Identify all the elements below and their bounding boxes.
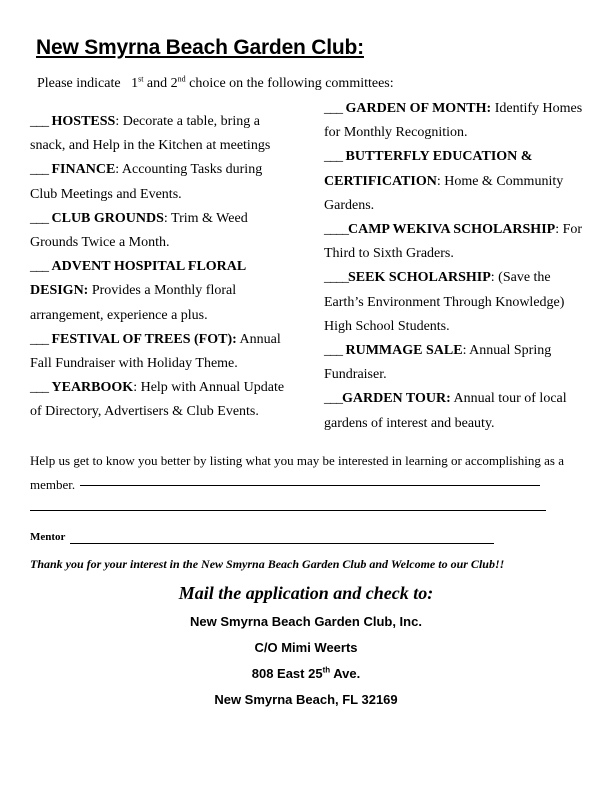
choice-blank[interactable]: ___ bbox=[324, 149, 342, 165]
committee-item-advent-floral[interactable] bbox=[30, 255, 292, 328]
intro-instructions bbox=[37, 76, 394, 92]
committee-desc: Annual tour of local gardens of interest and beauty. bbox=[324, 391, 567, 431]
intro-second-sup: nd bbox=[177, 74, 186, 84]
committee-item-club-grounds[interactable] bbox=[30, 207, 292, 255]
choice-blank[interactable]: ___ bbox=[324, 101, 342, 116]
committee-name: CLUB GROUNDS bbox=[51, 210, 164, 226]
choice-blank[interactable]: ___ bbox=[30, 380, 48, 396]
interests-field-line-2[interactable] bbox=[30, 510, 546, 511]
thank-you-message: Thank you for your interest in the New Smyrna Beach Garden Club and Welcome to our Club!! bbox=[30, 557, 505, 571]
committee-desc: : Annual Spring Fundraiser. bbox=[324, 343, 552, 383]
choice-blank[interactable]: ___ bbox=[324, 391, 342, 407]
committee-name: FESTIVAL OF TREES (FOT): bbox=[51, 331, 237, 347]
mentor-label: Mentor bbox=[30, 531, 66, 543]
form-title: New Smyrna Beach Garden Club: bbox=[36, 36, 364, 59]
address-line-3 bbox=[0, 666, 612, 681]
address-line-4: New Smyrna Beach, FL 32169 bbox=[214, 692, 398, 707]
interests-field-line-1[interactable] bbox=[80, 485, 540, 486]
committee-list-left bbox=[30, 110, 292, 425]
committee-name: ADVENT HOSPITAL FLORAL DESIGN: bbox=[30, 259, 246, 299]
committee-name: SEEK SCHOLARSHIP bbox=[348, 270, 491, 286]
address-line-2: C/O Mimi Weerts bbox=[254, 640, 358, 655]
committee-desc: : Help with Annual Update of Directory, Advertisers & Club Events. bbox=[30, 380, 285, 420]
committee-desc: Identify Homes for Monthly Recognition. bbox=[324, 101, 583, 141]
committee-item-butterfly[interactable] bbox=[324, 145, 586, 218]
mail-heading: Mail the application and check to: bbox=[178, 583, 434, 603]
intro-first-sup: st bbox=[138, 74, 144, 84]
committee-item-garden-of-month[interactable] bbox=[324, 97, 586, 145]
committee-desc: : (Save the Earth’s Environment Through Knowledge) High School Students. bbox=[324, 270, 565, 334]
committee-name: FINANCE bbox=[51, 162, 116, 178]
choice-blank[interactable]: ___ bbox=[30, 210, 48, 226]
committee-list-right bbox=[324, 97, 586, 436]
intro-first: 1 bbox=[131, 76, 139, 91]
choice-blank[interactable]: ___ bbox=[30, 162, 48, 178]
committee-desc: Provides a Monthly floral arrangement, experience a plus. bbox=[30, 283, 237, 323]
committee-name: CAMP WEKIVA SCHOLARSHIP bbox=[348, 222, 556, 238]
address-street: 808 East 25 bbox=[251, 666, 323, 681]
committee-name: YEARBOOK bbox=[51, 380, 134, 396]
committee-name: BUTTERFLY EDUCATION & CERTIFICATION bbox=[324, 149, 533, 189]
committee-item-garden-tour[interactable] bbox=[324, 387, 586, 435]
committee-item-yearbook[interactable] bbox=[30, 376, 292, 424]
intro-after: choice on the following committees: bbox=[189, 76, 394, 91]
address-street-suffix: Ave. bbox=[330, 666, 361, 681]
committee-item-camp-wekiva[interactable] bbox=[324, 218, 586, 266]
committee-name: GARDEN TOUR: bbox=[342, 391, 451, 407]
committee-name: HOSTESS bbox=[51, 114, 116, 129]
choice-blank[interactable]: ___ bbox=[30, 114, 48, 129]
choice-blank[interactable]: ___ bbox=[324, 343, 342, 359]
committee-item-rummage-sale[interactable] bbox=[324, 339, 586, 387]
committee-desc: Annual Fall Fundraiser with Holiday Theme. bbox=[30, 331, 281, 372]
committee-desc: : Decorate a table, bring a snack, and Help in the Kitchen at meetings bbox=[30, 114, 271, 154]
committee-item-finance[interactable] bbox=[30, 158, 292, 206]
committee-desc: : Accounting Tasks during Club Meetings and Events. bbox=[30, 162, 263, 202]
choice-blank[interactable]: ____ bbox=[324, 222, 348, 238]
committee-item-seek[interactable] bbox=[324, 266, 586, 339]
committee-name: GARDEN OF MONTH: bbox=[345, 101, 492, 116]
intro-before: Please indicate bbox=[37, 76, 121, 91]
committee-desc: : Trim & Weed Grounds Twice a Month. bbox=[30, 210, 248, 251]
committee-item-hostess[interactable] bbox=[30, 110, 292, 158]
choice-blank[interactable]: ___ bbox=[30, 331, 48, 347]
committee-name: RUMMAGE SALE bbox=[345, 343, 463, 359]
interests-prompt: Help us get to know you better by listing what you may be interested in learning or accomplishing as a member. bbox=[30, 453, 564, 492]
address-line-1: New Smyrna Beach Garden Club, Inc. bbox=[190, 614, 422, 629]
intro-and: and 2 bbox=[146, 76, 178, 91]
choice-blank[interactable]: ____ bbox=[324, 270, 348, 286]
address-street-sup: th bbox=[322, 665, 331, 675]
committee-desc: : For Third to Sixth Graders. bbox=[324, 222, 583, 262]
mentor-field-line[interactable] bbox=[70, 543, 494, 544]
committee-item-festival-of-trees[interactable] bbox=[30, 328, 292, 376]
committee-desc: : Home & Community Gardens. bbox=[324, 173, 564, 213]
choice-blank[interactable]: ___ bbox=[30, 259, 48, 275]
